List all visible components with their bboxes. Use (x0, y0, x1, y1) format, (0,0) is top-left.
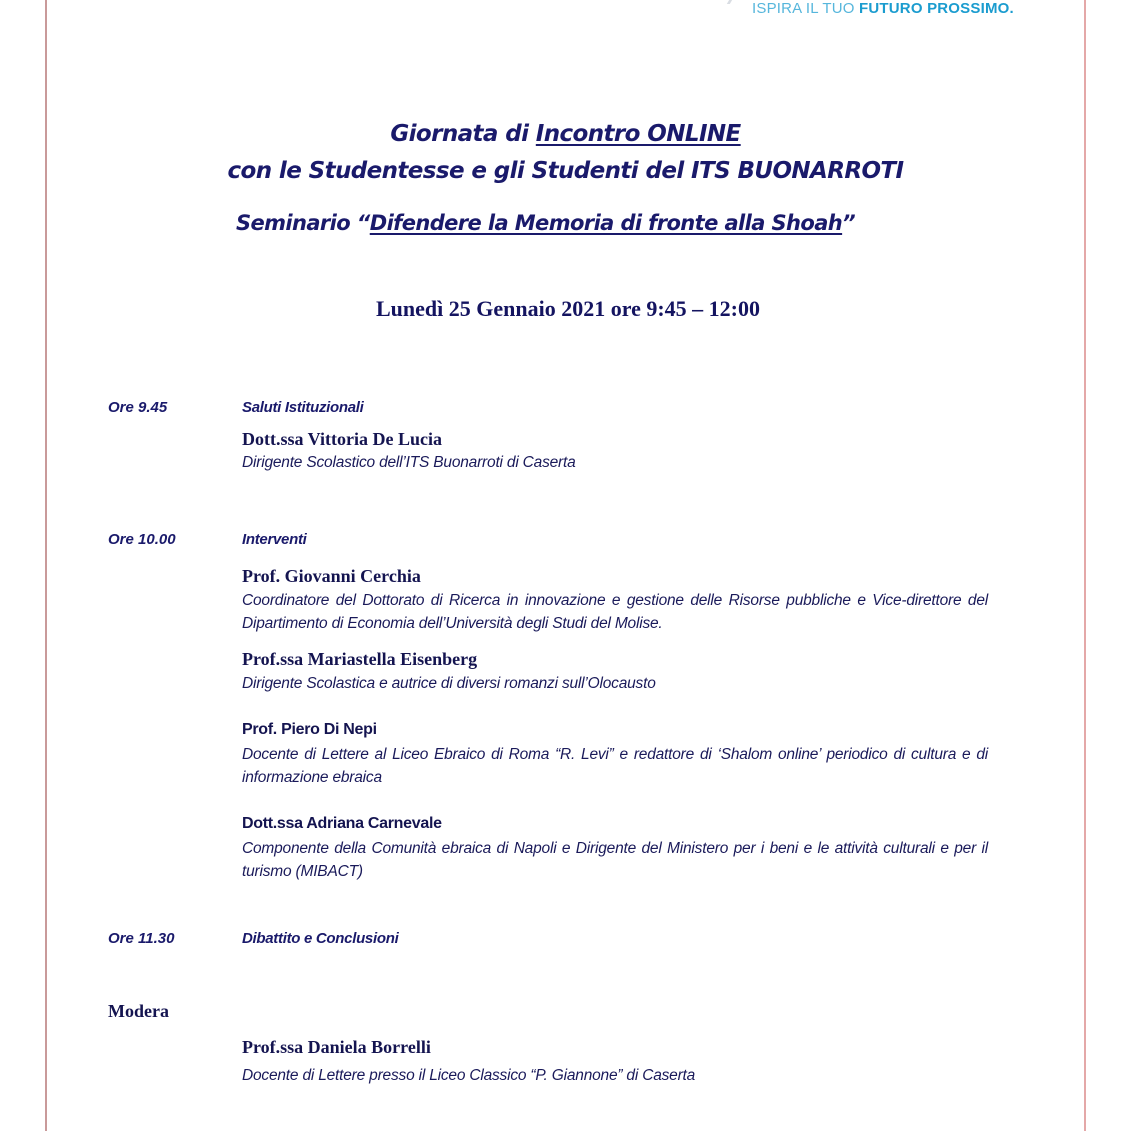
school-logo (732, 0, 1032, 22)
event-date: Lunedì 25 Gennaio 2021 ore 9:45 – 12:00 (375, 296, 760, 321)
seminar-prefix: Seminario “ (235, 211, 370, 235)
speaker-name: Prof. Giovanni Cerchia (242, 566, 421, 586)
logo-swoosh-icon (727, 0, 750, 4)
moderator-name: Prof.ssa Daniela Borrelli (242, 1037, 431, 1057)
speaker-name: Prof. Piero Di Nepi (242, 721, 377, 738)
seminar-title (0, 211, 1111, 235)
speaker-name: Dott.ssa Adriana Carnevale (242, 815, 442, 832)
program-section: Saluti Istituzionali (242, 399, 364, 416)
speaker-role: Componente della Comunità ebraica di Napoli e Dirigente del Ministero per i beni e le attività culturali e per il turismo (MIBACT) (242, 840, 988, 880)
speaker-role: Dirigente Scolastica e autrice di diversi romanzi sull’Olocausto (242, 675, 656, 692)
event-title-line1 (0, 121, 1131, 147)
program-time: Ore 9.45 (108, 399, 168, 416)
speaker-role: Coordinatore del Dottorato di Ricerca in innovazione e gestione delle Risorse pubbliche e Vice-direttore del Dipartimento di Economia dell’Università degli Studi del Molise. (242, 592, 988, 632)
speaker-name: Dott.ssa Vittoria De Lucia (242, 429, 442, 449)
moderator-role: Docente di Lettere presso il Liceo Classico “P. Giannone” di Caserta (242, 1067, 696, 1084)
speaker-role: Dirigente Scolastico dell’ITS Buonarroti di Caserta (242, 454, 576, 471)
moderator-label: Modera (108, 1001, 169, 1021)
program-section: Interventi (242, 531, 307, 548)
program-time: Ore 11.30 (108, 930, 175, 947)
logo-tagline-light: ISPIRA IL TUO (752, 0, 855, 17)
logo-tagline-bold: FUTURO PROSSIMO. (859, 0, 1014, 17)
seminar-name: Difendere la Memoria di fronte alla Shoah (369, 211, 843, 235)
event-title-prefix: Giornata di (390, 121, 536, 147)
speaker-name: Prof.ssa Mariastella Eisenberg (242, 649, 478, 669)
event-title-underlined: Incontro ONLINE (535, 121, 741, 147)
program-time: Ore 10.00 (108, 531, 176, 548)
event-title-line2: con le Studentesse e gli Studenti del ITS BUONARROTI (227, 158, 904, 184)
logo-tagline (752, 0, 1014, 17)
seminar-suffix: ” (842, 211, 856, 235)
speaker-role: Docente di Lettere al Liceo Ebraico di Roma “R. Levi” e redattore di ‘Shalom online’ periodico di cultura e di informazione ebraica (242, 746, 988, 786)
program-section: Dibattito e Conclusioni (242, 930, 399, 947)
